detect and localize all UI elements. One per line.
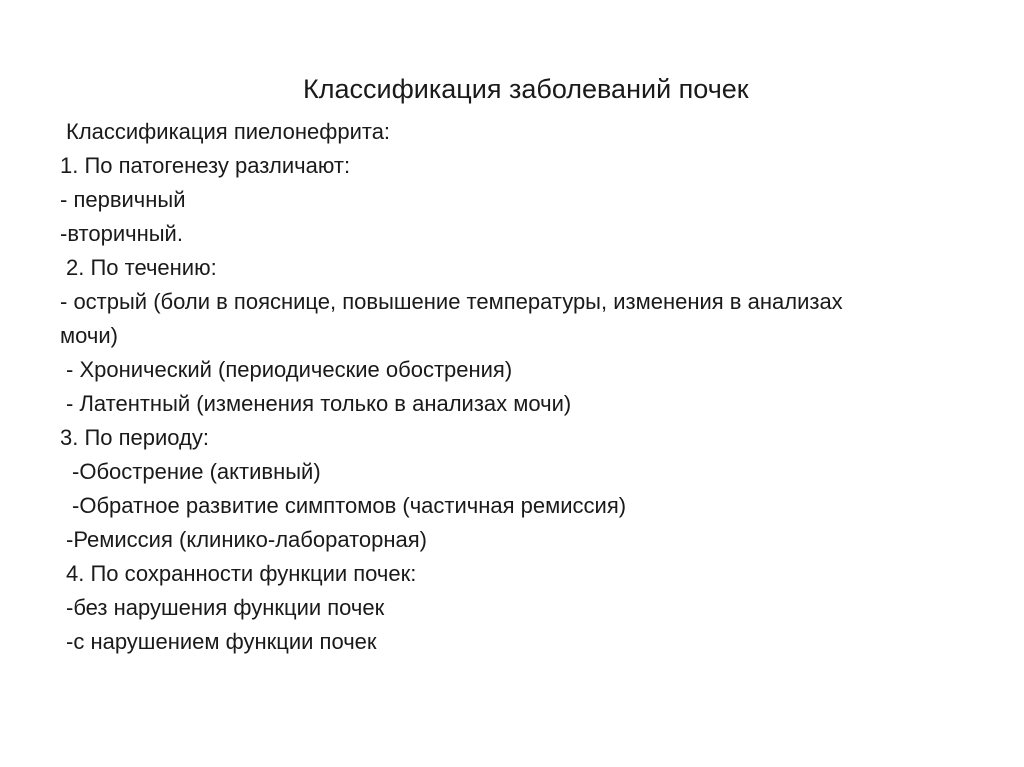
list-item: -Обострение (активный)	[72, 459, 321, 484]
slide-body	[60, 115, 960, 659]
list-item: - Латентный (изменения только в анализах мочи)	[66, 391, 572, 416]
list-item: -вторичный.	[60, 221, 183, 246]
list-item: - Хронический (периодические обострения)	[66, 357, 513, 382]
section-heading: Классификация пиелонефрита:	[66, 119, 391, 144]
list-item-heading: 3. По периоду:	[60, 425, 209, 450]
list-item-heading: 4. По сохранности функции почек:	[66, 561, 417, 586]
list-item-heading: 1. По патогенезу различают:	[60, 153, 351, 178]
list-item: - острый (боли в пояснице, повышение температуры, изменения в анализах мочи)	[60, 289, 843, 348]
list-item-heading: 2. По течению:	[66, 255, 217, 280]
list-item: -без нарушения функции почек	[66, 595, 385, 620]
slide-title: Классификация заболеваний почек	[303, 74, 749, 104]
list-item: -с нарушением функции почек	[66, 629, 377, 654]
list-item: -Ремиссия (клинико-лабораторная)	[66, 527, 428, 552]
list-item: - первичный	[60, 187, 186, 212]
list-item: -Обратное развитие симптомов (частичная ремиссия)	[72, 493, 627, 518]
